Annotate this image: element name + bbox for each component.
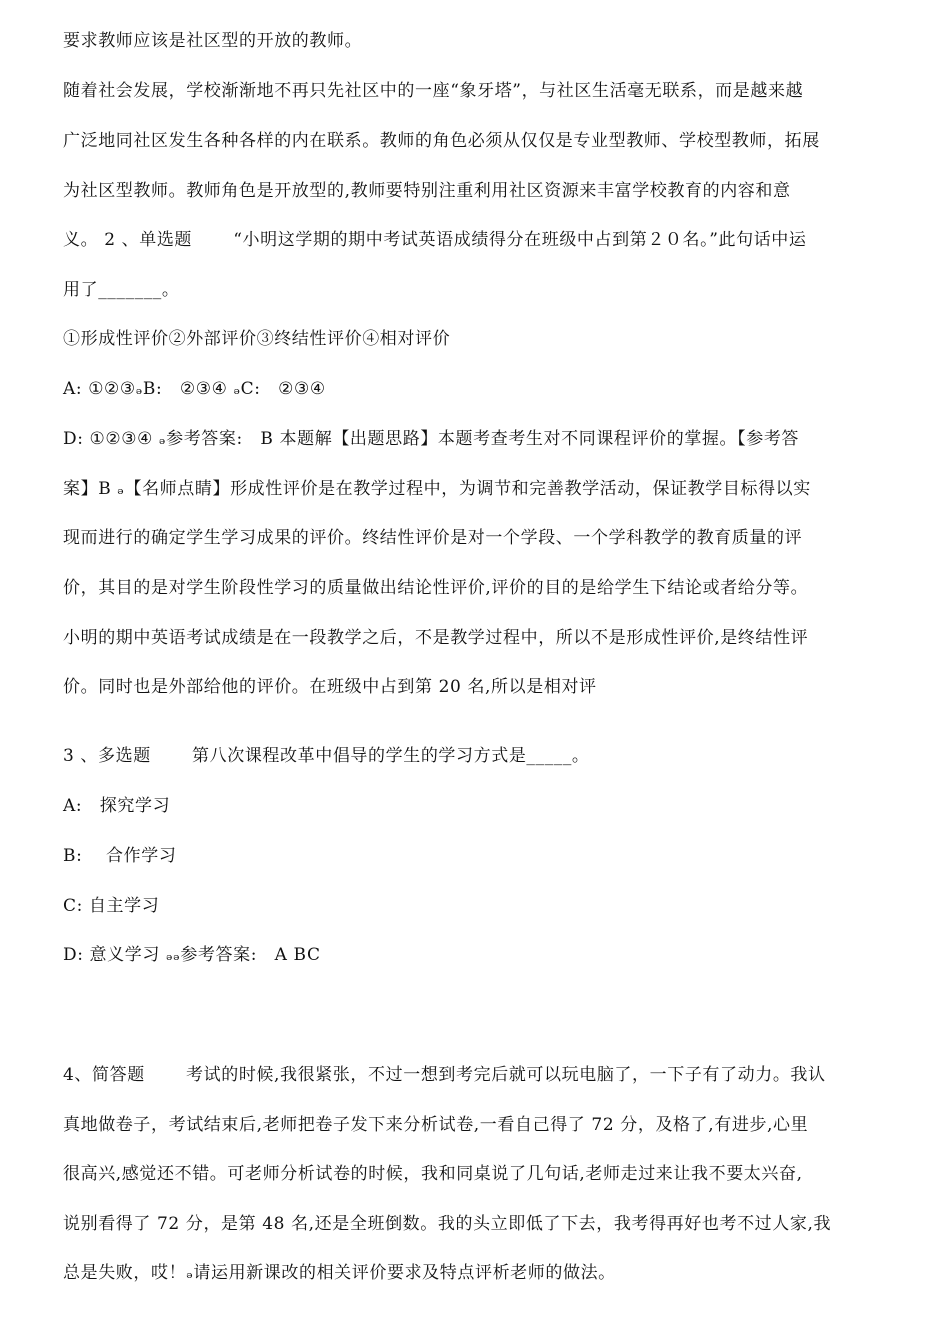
q4-question-line-4: 说别看得了 72 分，是第 48 名,还是全班倒数。我的头立即低了下去，我考得再好也考不过人家,我 (63, 1214, 832, 1234)
q2-question-line-1: 义。 2 、单选题 “小明这学期的期中考试英语成绩得分在班级中占到第２０名。”此句话中运 (63, 230, 807, 250)
q1-text-line-1: 要求教师应该是社区型的开放的教师。 (63, 31, 363, 51)
q2-explanation-line-4: 小明的期中英语考试成绩是在一段教学之后，不是教学过程中，所以不是形成性评价,是终结性评 (63, 628, 809, 648)
q3-option-d-answer: D: 意义学习 ₔₔ参考答案: A BC (63, 945, 321, 965)
q3-option-a: A: 探究学习 (63, 796, 171, 816)
q2-options-abc: A: ①②③ₔB: ②③④ ₔC: ②③④ (63, 379, 326, 399)
q2-option-d-answer: D: ①②③④ ₔ参考答案: B 本题解【出题思路】本题考查考生对不同课程评价的掌握。【参考答 (63, 429, 800, 449)
q4-question-line-5: 总是失败，哎！ₔ请运用新课改的相关评价要求及特点评析老师的做法。 (63, 1263, 616, 1283)
q4-question-line-3: 很高兴,感觉还不错。可老师分析试卷的时候，我和同桌说了几句话,老师走过来让我不要太兴奋, (63, 1164, 803, 1184)
q1-text-line-2: 随着社会发展，学校渐渐地不再只先社区中的一座“象牙塔”，与社区生活毫无联系，而是越来越 (63, 81, 804, 101)
q1-text-line-4: 为社区型教师。教师角色是开放型的,教师要特别注重利用社区资源来丰富学校教育的内容和意 (63, 181, 791, 201)
q2-question-line-2: 用了_______。 (63, 280, 180, 300)
q2-explanation-line-1: 案】B ₔ【名师点睛】形成性评价是在教学过程中，为调节和完善教学活动，保证教学目标得以实 (63, 479, 811, 499)
q3-option-c: C: 自主学习 (63, 896, 160, 916)
q2-explanation-line-3: 价，其目的是对学生阶段性学习的质量做出结论性评价,评价的目的是给学生下结论或者给分等。 (63, 578, 809, 598)
q3-option-b: B: 合作学习 (63, 846, 177, 866)
q2-items-line: ①形成性评价②外部评价③终结性评价④相对评价 (63, 329, 451, 349)
q2-explanation-line-2: 现而进行的确定学生学习成果的评价。终结性评价是对一个学段、一个学科教学的教育质量的评 (63, 528, 803, 548)
q2-explanation-line-5: 价。同时也是外部给他的评价。在班级中占到第 20 名,所以是相对评 (63, 677, 597, 697)
q3-question-line: 3 、多选题 第八次课程改革中倡导的学生的学习方式是_____。 (63, 746, 590, 766)
q1-text-line-3: 广泛地同社区发生各种各样的内在联系。教师的角色必须从仅仅是专业型教师、学校型教师，拓展 (63, 131, 820, 151)
q4-question-line-1: 4、简答题 考试的时候,我很紧张，不过一想到考完后就可以玩电脑了，一下子有了动力。我认 (63, 1065, 826, 1085)
q4-question-line-2: 真地做卷子，考试结束后,老师把卷子发下来分析试卷,一看自己得了 72 分，及格了,有进步,心里 (63, 1115, 809, 1135)
